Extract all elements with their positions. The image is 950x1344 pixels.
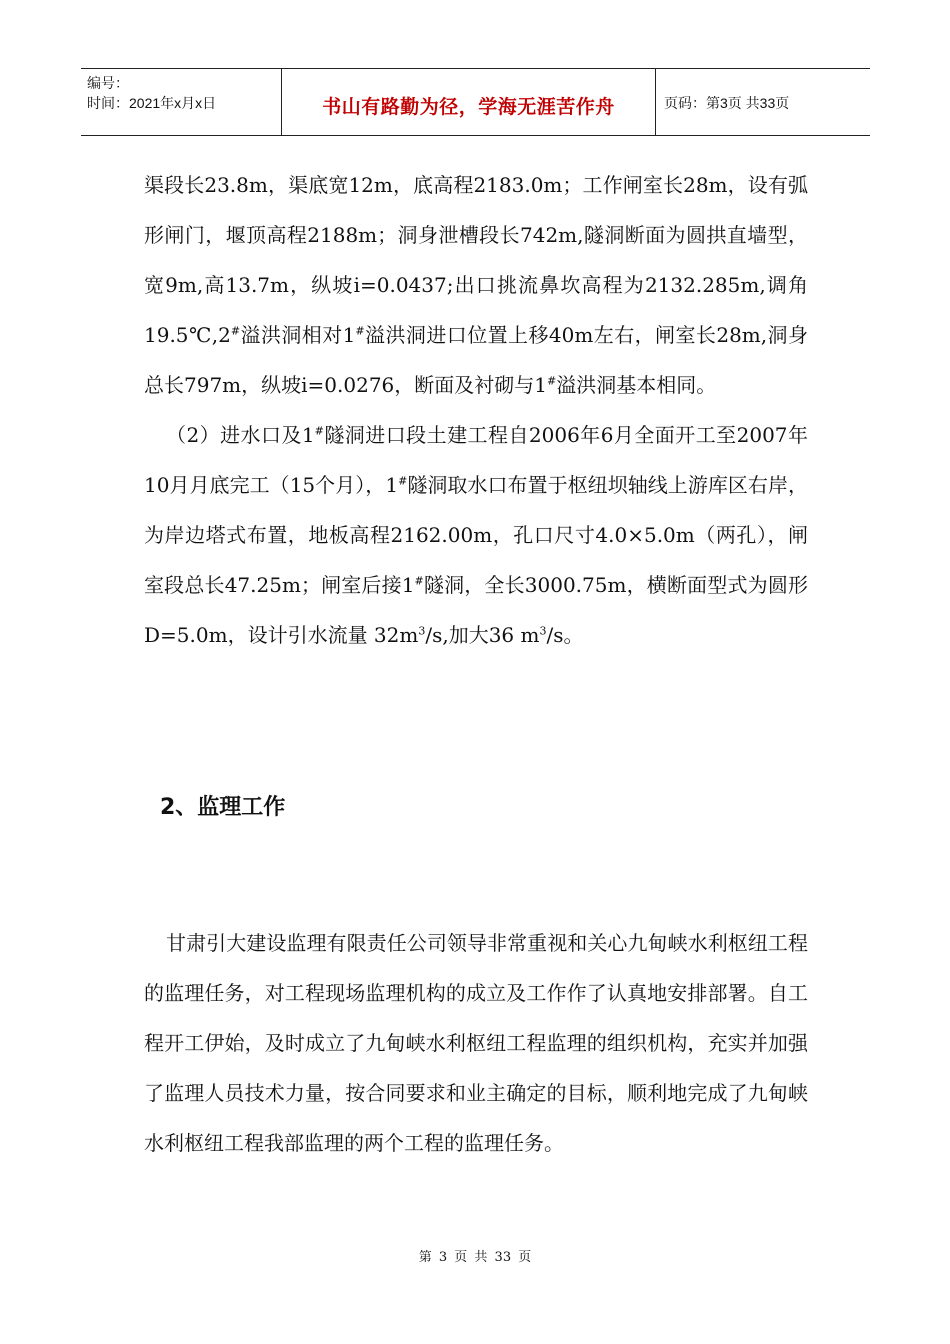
text-run: /s,加大36 m [425,623,540,647]
superscript: 3 [539,624,547,638]
motto-text: 书山有路勤为径，学海无涯苦作舟 [322,96,615,118]
superscript: # [414,574,424,588]
page-header [81,68,870,136]
section-heading: 2、监理工作 [160,795,286,820]
superscript: 3 [418,624,426,638]
superscript: # [314,424,324,438]
text-run: 溢洪洞相对1 [240,323,356,347]
serial-label: 编号： [87,75,129,91]
section2-text [144,918,808,1168]
text-run: 隧洞，全长3000.75m，横断面型式为圆形D=5.0m，设计引水流量 32m [144,573,809,647]
superscript: # [355,324,365,338]
page-info: 页码：第3页 共33页 [664,95,790,111]
header-page-cell [656,69,870,135]
text-run: 隧洞进口段土建工程自2006年6月全面开工至2007年10月月底完工（15个月），1 [144,423,808,497]
paragraph-supervision-work: 甘肃引大建设监理有限责任公司领导非常重视和关心九甸峡水利枢纽工程的监理任务，对工程现场监理机构的成立及工作作了认真地安排部署。自工程开工伊始，及时成立了九甸峡水利枢纽工程监理的组织机构，充实并加强了监理人员技术力量，按合同要求和业主确定的目标，顺利地完成了九甸峡水利枢纽工程我部监理的两个工程的监理任务。 [144,931,808,1155]
time-label: 时间：2021年x月x日 [87,95,217,111]
paragraph-spillway [144,160,808,410]
paragraph-intake-tunnel [144,410,808,660]
text-run: （2）进水口及1 [166,423,315,447]
text-run: 渠段长23.8m，渠底宽12m，底高程2183.0m；工作闸室长28m，设有弧形闸门，堰顶高程2188m；洞身泄槽段长742m,隧洞断面为圆拱直墙型，宽9m,高13.7m，纵坡i=0.0437;出口挑流鼻坎高程为2132.285m,调角19.5℃,2 [144,173,808,347]
superscript: # [398,474,408,488]
page-footer: 第 3 页 共 33 页 [418,1250,532,1265]
superscript: # [230,324,241,338]
superscript: # [547,374,557,388]
text-run: 溢洪洞基本相同。 [556,373,717,397]
text-run: 隧洞取水口布置于枢纽坝轴线上游库区右岸，为岸边塔式布置，地板高程2162.00m，孔口尺寸4.0×5.0m（两孔），闸室段总长47.25m；闸室后接1 [144,473,809,597]
section1-text [144,160,808,660]
header-meta-cell [81,69,282,135]
header-motto-cell [282,69,656,135]
text-run: 溢洪洞进口位置上移40m左右，闸室长28m,洞身总长797m，纵坡i=0.0276，断面及衬砌与1 [144,323,808,397]
text-run: /s。 [546,623,584,647]
